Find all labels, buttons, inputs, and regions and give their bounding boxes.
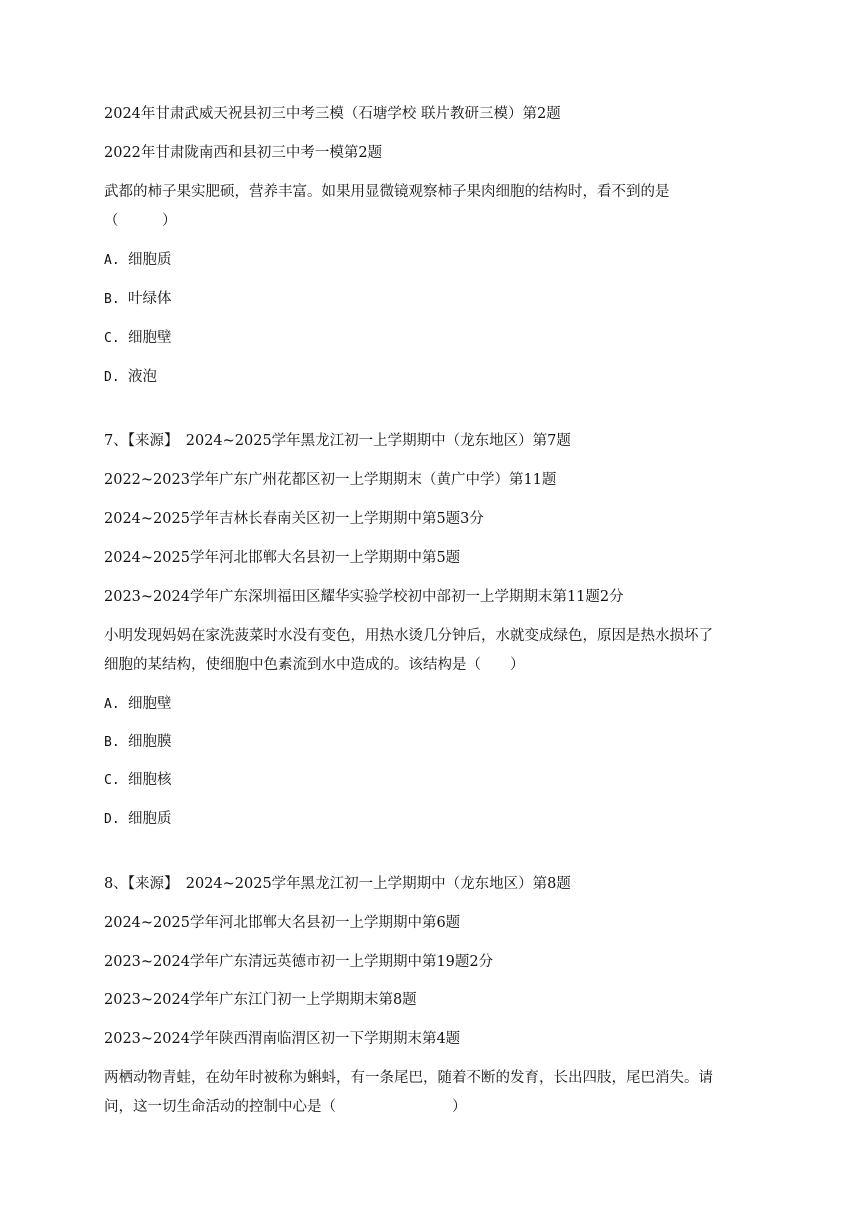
q6-source-2: 2022年甘肃陇南西和县初三中考一模第2题 bbox=[104, 145, 383, 161]
q8-source-4: 2023~2024学年陕西渭南临渭区初一下学期期末第4题 bbox=[104, 1031, 461, 1047]
q8-source-2: 2023~2024学年广东清远英德市初一上学期期中第19题2分 bbox=[104, 954, 494, 970]
q7-option-c bbox=[104, 770, 172, 791]
option-letter: C. bbox=[104, 331, 120, 346]
q7-source-2: 2024~2025学年吉林长春南关区初一上学期期中第5题3分 bbox=[104, 511, 484, 527]
q6-source-1: 2024年甘肃武威天祝县初三中考三模（石塘学校 联片教研三模）第2题 bbox=[104, 106, 561, 122]
option-text: 叶绿体 bbox=[128, 291, 172, 307]
option-text: 细胞壁 bbox=[128, 330, 172, 346]
q7-source-1: 2022~2023学年广东广州花都区初一上学期期末（黄广中学）第11题 bbox=[104, 472, 557, 488]
q7-source-4: 2023~2024学年广东深圳福田区耀华实验学校初中部初一上学期期末第11题2分 bbox=[104, 589, 624, 605]
q7-option-b bbox=[104, 732, 172, 753]
option-text: 细胞质 bbox=[128, 252, 172, 268]
q8-source-3: 2023~2024学年广东江门初一上学期期末第8题 bbox=[104, 992, 417, 1008]
q7-source-3: 2024~2025学年河北邯郸大名县初一上学期期中第5题 bbox=[104, 550, 461, 566]
q8-stem-line-1: 两栖动物青蛙，在幼年时被称为蝌蚪，有一条尾巴，随着不断的发育，长出四肢，尾巴消失。请 bbox=[104, 1070, 713, 1086]
option-letter: B. bbox=[104, 735, 120, 750]
option-letter: B. bbox=[104, 292, 120, 307]
q8-stem-line-2: 问，这一切生命活动的控制中心是（ ） bbox=[104, 1099, 467, 1115]
option-text: 细胞膜 bbox=[128, 734, 172, 750]
option-text: 液泡 bbox=[128, 369, 157, 385]
q6-option-a bbox=[104, 250, 172, 271]
q7-header: 7、【来源】 2024~2025学年黑龙江初一上学期期中（龙东地区）第7题 bbox=[104, 433, 571, 449]
q7-stem-line-2: 细胞的某结构，使细胞中色素流到水中造成的。该结构是（ ） bbox=[104, 657, 525, 673]
option-text: 细胞壁 bbox=[128, 696, 172, 712]
option-letter: D. bbox=[104, 812, 120, 827]
option-text: 细胞质 bbox=[128, 811, 172, 827]
q8-source-1: 2024~2025学年河北邯郸大名县初一上学期期中第6题 bbox=[104, 915, 461, 931]
q6-option-d bbox=[104, 367, 157, 388]
q6-option-c bbox=[104, 328, 172, 349]
q6-stem-line-2: （ ） bbox=[104, 213, 177, 229]
option-letter: A. bbox=[104, 697, 120, 712]
option-text: 细胞核 bbox=[128, 772, 172, 788]
option-letter: D. bbox=[104, 370, 120, 385]
q6-stem-line-1: 武都的柿子果实肥硕，营养丰富。如果用显微镜观察柿子果肉细胞的结构时，看不到的是 bbox=[104, 184, 670, 200]
option-letter: A. bbox=[104, 253, 120, 268]
q6-option-b bbox=[104, 289, 172, 310]
q7-option-d bbox=[104, 809, 172, 830]
q7-option-a bbox=[104, 694, 172, 715]
q7-stem-line-1: 小明发现妈妈在家洗菠菜时水没有变色，用热水烫几分钟后，水就变成绿色，原因是热水损坏了 bbox=[104, 628, 713, 644]
q8-header: 8、【来源】 2024~2025学年黑龙江初一上学期期中（龙东地区）第8题 bbox=[104, 876, 571, 892]
option-letter: C. bbox=[104, 773, 120, 788]
